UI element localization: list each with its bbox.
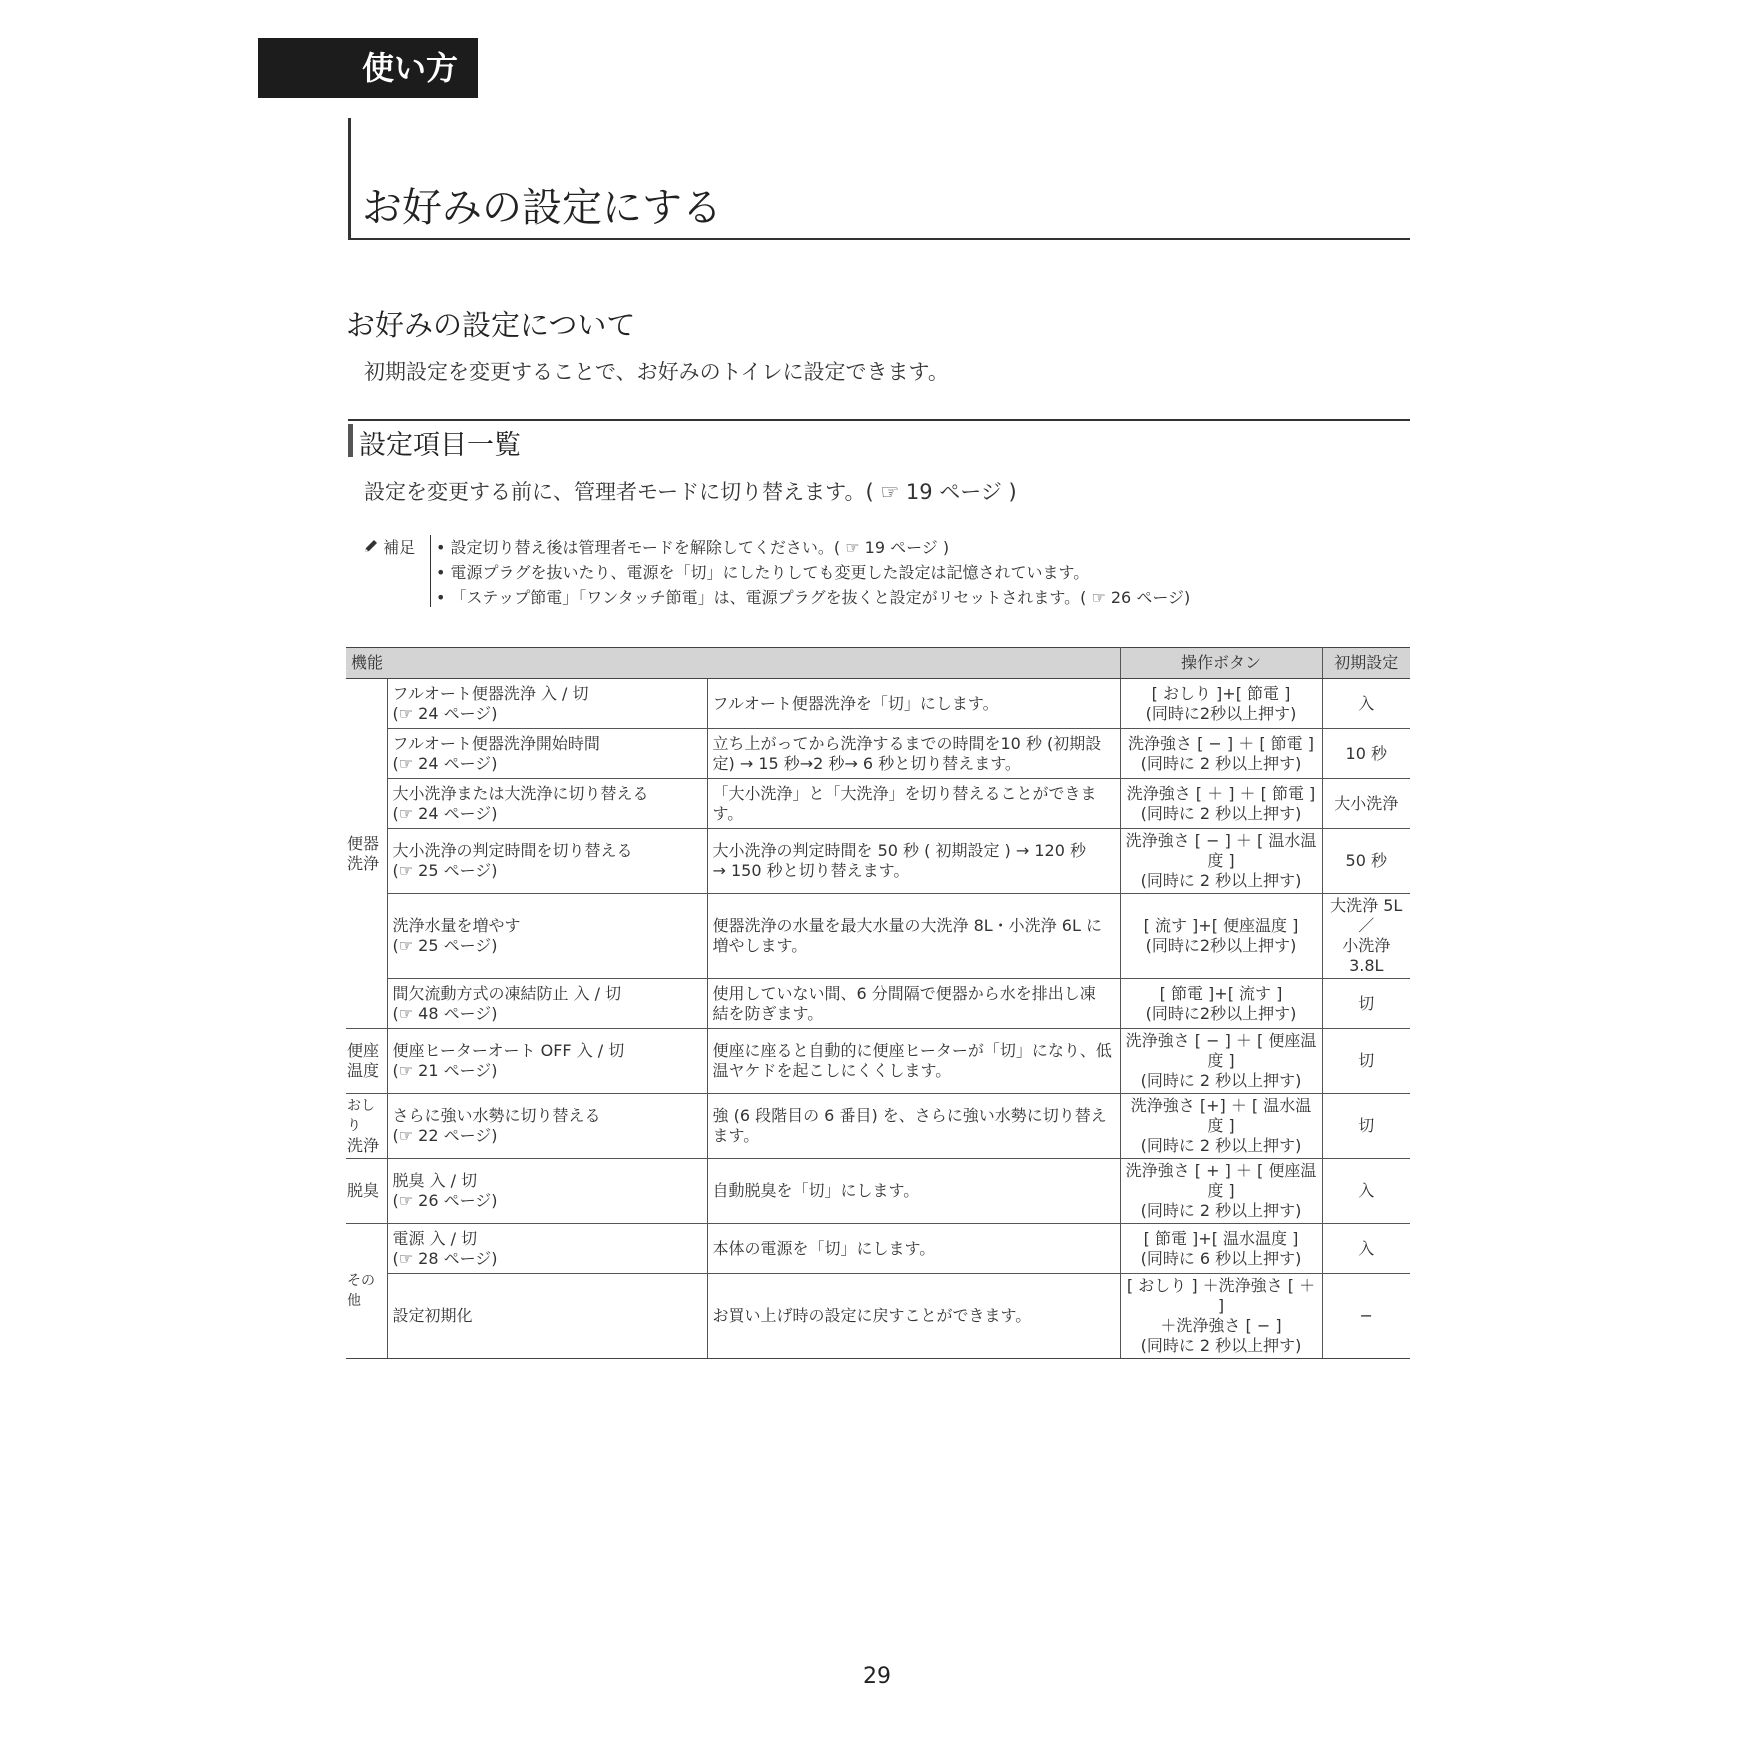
table-row [346, 1029, 1410, 1094]
desc-cell [707, 1029, 1120, 1094]
item-cell [387, 1224, 707, 1274]
default-text: 大洗浄 5L ／ [1330, 896, 1403, 935]
desc-cell [707, 829, 1120, 894]
category-text: 便座 [347, 1041, 380, 1060]
item-page-ref: (☞ 21 ページ) [392, 1061, 498, 1080]
button-text: 洗浄強さ [ − ] ＋ [ 便座温度 ] [1125, 1031, 1317, 1070]
button-text: (同時に 2 秒以上押す) [1140, 753, 1302, 773]
title-bar [348, 118, 351, 240]
button-text: 洗浄強さ [ − ] ＋ [ 温水温度 ] [1125, 831, 1317, 870]
default-cell: 切 [1322, 1094, 1410, 1159]
default-text: 小洗浄 3.8L [1342, 936, 1391, 975]
category-deodorize: 脱臭 [346, 1159, 387, 1224]
category-other: その他 [346, 1224, 387, 1359]
button-cell [1120, 894, 1322, 979]
item-page-ref: (☞ 24 ページ) [392, 753, 498, 773]
table-row [346, 979, 1410, 1029]
desc-text: 増やします。 [712, 936, 808, 955]
button-text: (同時に2秒以上押す) [1145, 936, 1297, 955]
default-cell: 入 [1322, 679, 1410, 729]
table-row [346, 779, 1410, 829]
button-text: 洗浄強さ [ + ] ＋ [ 便座温度 ] [1125, 1161, 1317, 1200]
note-label [364, 535, 422, 560]
button-cell [1120, 679, 1322, 729]
table-row [346, 1274, 1410, 1359]
desc-text: → 150 秒と切り替えます。 [712, 861, 910, 880]
page-title: お好みの設定にする [362, 185, 722, 231]
button-text: [ 流す ]+[ 便座温度 ] [1143, 916, 1299, 935]
button-cell [1120, 1224, 1322, 1274]
header-function: 機能 [346, 648, 1120, 679]
item-cell [387, 1159, 707, 1224]
item-page-ref: (☞ 28 ページ) [392, 1248, 498, 1268]
category-text: 洗浄 [347, 1136, 380, 1155]
item-text: さらに強い水勢に切り替える [392, 1106, 601, 1125]
note-item: • 電源プラグを抜いたり、電源を「切」にしたりしても変更した設定は記憶されています。 [436, 563, 1090, 582]
default-cell: − [1322, 1274, 1410, 1359]
item-text: 大小洗浄の判定時間を切り替える [392, 841, 633, 860]
note-separator [430, 535, 431, 607]
button-text: [ 節電 ]+[ 温水温度 ] [1143, 1228, 1299, 1248]
desc-text: 便器洗浄の水量を最大水量の大洗浄 8L・小洗浄 6L に [712, 916, 1102, 935]
note-item: • 設定切り替え後は管理者モードを解除してください。( ☞ 19 ページ ) [436, 538, 950, 557]
desc-cell [707, 679, 1120, 729]
desc-cell [707, 779, 1120, 829]
table-row [346, 894, 1410, 979]
button-cell [1120, 1159, 1322, 1224]
item-page-ref: (☞ 48 ページ) [392, 1003, 498, 1023]
list-bar [348, 424, 353, 457]
item-text: 大小洗浄または大洗浄に切り替える [392, 783, 649, 803]
item-cell [387, 1029, 707, 1094]
item-page-ref: (☞ 24 ページ) [392, 803, 498, 823]
section-tab-label: 使い方 [362, 49, 459, 87]
desc-text: 使用していない間、6 分間隔で便器から水を排出し凍 [712, 983, 1096, 1003]
desc-cell [707, 979, 1120, 1029]
table-row [346, 679, 1410, 729]
subtitle: お好みの設定について [346, 308, 636, 342]
category-text: おしり [347, 1098, 375, 1134]
desc-text: 便座に座ると自動的に便座ヒーターが「切」になり、低 [712, 1041, 1112, 1060]
item-text: 設定初期化 [392, 1306, 473, 1325]
desc-text: 温ヤケドを起こしにくくします。 [712, 1061, 952, 1080]
default-cell: 大小洗浄 [1322, 779, 1410, 829]
button-text: 洗浄強さ [ ＋ ] ＋ [ 節電 ] [1126, 783, 1316, 803]
desc-text: 自動脱臭を「切」にします。 [712, 1181, 920, 1200]
category-text: 便器 [347, 833, 380, 853]
button-text: (同時に 2 秒以上押す) [1140, 1201, 1302, 1220]
button-cell [1120, 1029, 1322, 1094]
button-text: (同時に 2 秒以上押す) [1140, 1136, 1302, 1155]
default-cell: 10 秒 [1322, 729, 1410, 779]
button-text: (同時に2秒以上押す) [1145, 1003, 1297, 1023]
item-cell [387, 1094, 707, 1159]
item-text: フルオート便器洗浄 入 / 切 [392, 683, 589, 703]
desc-cell [707, 1274, 1120, 1359]
note-item: • 「ステップ節電」「ワンタッチ節電」は、電源プラグを抜くと設定がリセットされます。( ☞ 26 ページ) [436, 588, 1191, 607]
desc-cell [707, 729, 1120, 779]
header-default: 初期設定 [1322, 648, 1410, 679]
desc-text: ます。 [712, 1126, 760, 1145]
button-text: [ 節電 ]+[ 流す ] [1159, 983, 1283, 1003]
item-text: 間欠流動方式の凍結防止 入 / 切 [392, 983, 622, 1003]
default-cell: 切 [1322, 1029, 1410, 1094]
button-cell [1120, 829, 1322, 894]
title-rule [348, 238, 1410, 240]
button-cell [1120, 1274, 1322, 1359]
desc-text: 立ち上がってから洗浄するまでの時間を10 秒 (初期設 [712, 733, 1102, 753]
desc-cell [707, 1224, 1120, 1274]
list-rule [348, 419, 1410, 421]
note-items [436, 535, 1190, 610]
header-button: 操作ボタン [1120, 648, 1322, 679]
desc-text: 「大小洗浄」と「大洗浄」を切り替えることができます。 [712, 783, 1097, 823]
category-text: 温度 [347, 1061, 380, 1080]
desc-text: お買い上げ時の設定に戻すことができます。 [712, 1306, 1032, 1325]
button-text: 洗浄強さ [+] ＋ [ 温水温度 ] [1130, 1096, 1312, 1135]
item-cell [387, 1274, 707, 1359]
item-page-ref: (☞ 22 ページ) [392, 1126, 498, 1145]
desc-cell [707, 894, 1120, 979]
button-cell [1120, 1094, 1322, 1159]
category-toilet-wash [346, 679, 387, 1029]
item-page-ref: (☞ 26 ページ) [392, 1191, 498, 1210]
category-oshiri-wash [346, 1094, 387, 1159]
list-title: 設定項目一覧 [359, 430, 521, 461]
default-cell: 入 [1322, 1159, 1410, 1224]
section-tab [258, 38, 478, 98]
desc-text: フルオート便器洗浄を「切」にします。 [712, 693, 999, 713]
default-cell: 50 秒 [1322, 829, 1410, 894]
button-text: (同時に2秒以上押す) [1145, 703, 1297, 723]
default-cell: 切 [1322, 979, 1410, 1029]
button-text: (同時に 2 秒以上押す) [1140, 803, 1302, 823]
button-text: (同時に 2 秒以上押す) [1140, 871, 1302, 890]
item-cell [387, 779, 707, 829]
button-text: (同時に 2 秒以上押す) [1140, 1336, 1302, 1355]
intro-text: 初期設定を変更することで、お好みのトイレに設定できます。 [364, 360, 949, 384]
item-text: 洗浄水量を増やす [392, 916, 521, 935]
item-cell [387, 679, 707, 729]
mode-text: 設定を変更する前に、管理者モードに切り替えます。( ☞ 19 ページ ) [364, 480, 1017, 504]
desc-cell [707, 1159, 1120, 1224]
desc-text: 強 (6 段階目の 6 番目) を、さらに強い水勢に切り替え [712, 1106, 1107, 1125]
button-text: (同時に 2 秒以上押す) [1140, 1071, 1302, 1090]
desc-text: 結を防ぎます。 [712, 1003, 824, 1023]
button-text: 洗浄強さ [ − ] ＋ [ 節電 ] [1128, 733, 1314, 753]
item-cell [387, 979, 707, 1029]
item-text: 電源 入 / 切 [392, 1228, 478, 1248]
item-page-ref: (☞ 24 ページ) [392, 703, 498, 723]
button-text: (同時に 6 秒以上押す) [1140, 1248, 1302, 1268]
button-text: ＋洗浄強さ [ − ] [1160, 1316, 1282, 1335]
button-cell [1120, 779, 1322, 829]
button-cell [1120, 729, 1322, 779]
table-row [346, 1159, 1410, 1224]
desc-cell [707, 1094, 1120, 1159]
settings-table [346, 647, 1410, 1359]
desc-text: 大小洗浄の判定時間を 50 秒 ( 初期設定 ) → 120 秒 [712, 841, 1086, 860]
category-seat-temp [346, 1029, 387, 1094]
item-cell [387, 729, 707, 779]
table-row [346, 1224, 1410, 1274]
item-text: 脱臭 入 / 切 [392, 1171, 478, 1190]
pencil-icon [364, 539, 378, 553]
note-label-text: 補足 [383, 538, 416, 557]
item-text: フルオート便器洗浄開始時間 [392, 733, 600, 753]
desc-text: 本体の電源を「切」にします。 [712, 1238, 936, 1258]
category-text: 洗浄 [347, 853, 380, 873]
table-header [346, 648, 1410, 679]
table-row [346, 829, 1410, 894]
default-cell [1322, 894, 1410, 979]
button-text: [ おしり ] ＋洗浄強さ [ ＋ ] [1126, 1276, 1316, 1315]
page-number: 29 [863, 1664, 891, 1689]
table-row [346, 729, 1410, 779]
item-text: 便座ヒーターオート OFF 入 / 切 [392, 1041, 625, 1060]
button-cell [1120, 979, 1322, 1029]
item-page-ref: (☞ 25 ページ) [392, 936, 498, 955]
button-text: [ おしり ]+[ 節電 ] [1151, 683, 1291, 703]
table-row [346, 1094, 1410, 1159]
item-cell [387, 829, 707, 894]
item-page-ref: (☞ 25 ページ) [392, 861, 498, 880]
item-cell [387, 894, 707, 979]
default-cell: 入 [1322, 1224, 1410, 1274]
desc-text: 定) → 15 秒→2 秒→ 6 秒と切り替えます。 [712, 753, 1021, 773]
